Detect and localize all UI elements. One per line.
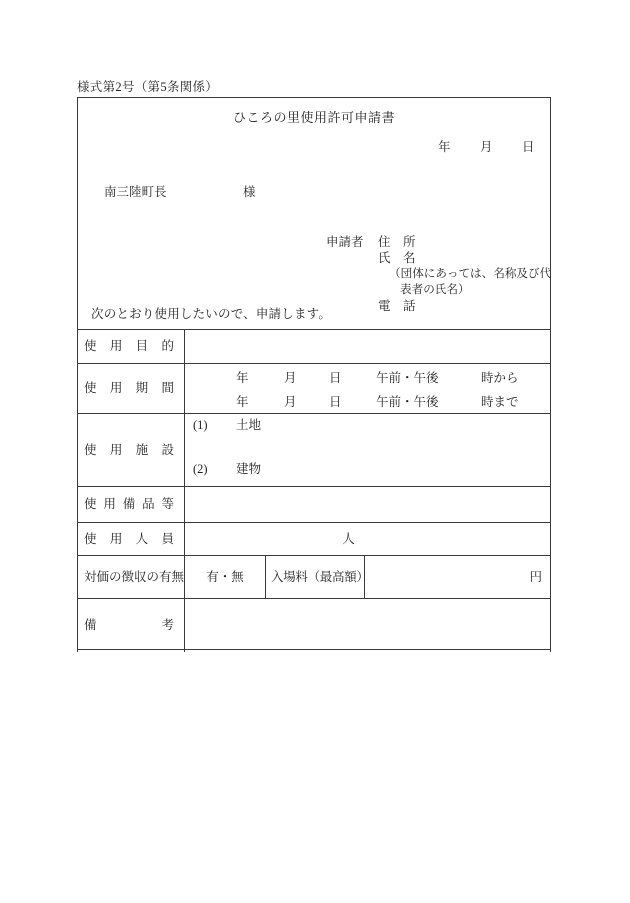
addressee-honorific: 様 bbox=[243, 185, 256, 199]
facilities-value-cell bbox=[185, 414, 550, 486]
remarks-label-cell bbox=[78, 599, 185, 652]
remarks-value-cell bbox=[185, 599, 550, 652]
facility-item-land bbox=[185, 419, 550, 432]
table-row-equipment bbox=[78, 487, 550, 523]
period-to-day-label: 日 bbox=[329, 395, 342, 409]
period-from-time-suffix: 時から bbox=[481, 371, 519, 385]
fee-unit-label: 円 bbox=[529, 569, 542, 584]
addressee-row bbox=[78, 186, 550, 199]
fee-choice-cell bbox=[185, 556, 266, 598]
applicant-phone-label: 電 話 bbox=[378, 299, 416, 313]
table-row-people bbox=[78, 523, 550, 556]
table-row-fee bbox=[78, 556, 550, 599]
table-row-purpose bbox=[78, 330, 550, 364]
remarks-label: 備 考 bbox=[84, 618, 174, 633]
period-from-month-label: 月 bbox=[284, 371, 297, 385]
fee-admission-cell bbox=[266, 556, 369, 598]
fee-choice-label: 有・無 bbox=[206, 569, 244, 584]
facility-land-label: 土地 bbox=[236, 418, 262, 432]
fee-label-cell bbox=[78, 556, 185, 598]
usage-table bbox=[77, 329, 551, 652]
period-to-year-label: 年 bbox=[236, 395, 249, 409]
period-to-month-label: 月 bbox=[284, 395, 297, 409]
equipment-value-cell bbox=[185, 487, 550, 522]
fee-amount-cell bbox=[365, 556, 550, 598]
applicant-label: 申請者 bbox=[326, 235, 364, 249]
people-label: 使 用 人 員 bbox=[84, 531, 174, 546]
date-year-label: 年 bbox=[438, 140, 451, 154]
applicant-org-note-line2: 表者の氏名） bbox=[400, 283, 470, 296]
period-from-line bbox=[185, 372, 550, 385]
facility-building-number: (2) bbox=[193, 462, 208, 476]
fee-admission-label: 入場料（最高額） bbox=[271, 569, 369, 584]
applicant-name-label: 氏 名 bbox=[378, 251, 416, 265]
facilities-label: 使 用 施 設 bbox=[84, 442, 174, 457]
period-from-ampm-label: 午前・午後 bbox=[376, 371, 439, 385]
facilities-label-cell bbox=[78, 414, 185, 486]
period-value-cell bbox=[185, 364, 550, 413]
date-month-label: 月 bbox=[480, 140, 493, 154]
fee-label: 対価の徴収の有無 bbox=[84, 569, 185, 584]
people-unit-label: 人 bbox=[342, 531, 355, 546]
period-label-cell bbox=[78, 364, 185, 413]
purpose-value-cell bbox=[185, 330, 550, 363]
applicant-org-note-line1: （団体にあっては、名称及び代 bbox=[389, 267, 552, 280]
purpose-label-cell bbox=[78, 330, 185, 363]
date-day-label: 日 bbox=[522, 140, 535, 154]
fee-value-cell bbox=[185, 556, 550, 598]
form-code-label: 様式第2号（第5条関係） bbox=[77, 80, 219, 94]
period-from-year-label: 年 bbox=[236, 371, 249, 385]
purpose-label: 使 用 目 的 bbox=[84, 339, 174, 354]
table-row-remarks bbox=[78, 599, 550, 652]
facility-land-number: (1) bbox=[193, 418, 208, 432]
applicant-address-label: 住 所 bbox=[378, 235, 416, 249]
period-from-day-label: 日 bbox=[329, 371, 342, 385]
people-label-cell bbox=[78, 523, 185, 555]
facility-item-building bbox=[185, 463, 550, 476]
addressee-name: 南三陸町長 bbox=[104, 185, 167, 199]
table-row-period bbox=[78, 364, 550, 414]
period-label: 使 用 期 間 bbox=[84, 381, 174, 396]
equipment-label-cell bbox=[78, 487, 185, 522]
equipment-label: 使 用 備 品 等 bbox=[84, 497, 174, 512]
facility-building-label: 建物 bbox=[236, 462, 262, 476]
period-to-time-suffix: 時まで bbox=[481, 395, 519, 409]
people-value-cell bbox=[185, 523, 550, 555]
table-row-facilities bbox=[78, 414, 550, 487]
form-box bbox=[77, 97, 551, 650]
form-title: ひころの里使用許可申請書 bbox=[232, 110, 395, 125]
intro-sentence: 次のとおり使用したいので、申請します。 bbox=[91, 307, 332, 321]
period-to-ampm-label: 午前・午後 bbox=[376, 395, 439, 409]
period-to-line bbox=[185, 396, 550, 409]
date-line bbox=[78, 141, 550, 154]
